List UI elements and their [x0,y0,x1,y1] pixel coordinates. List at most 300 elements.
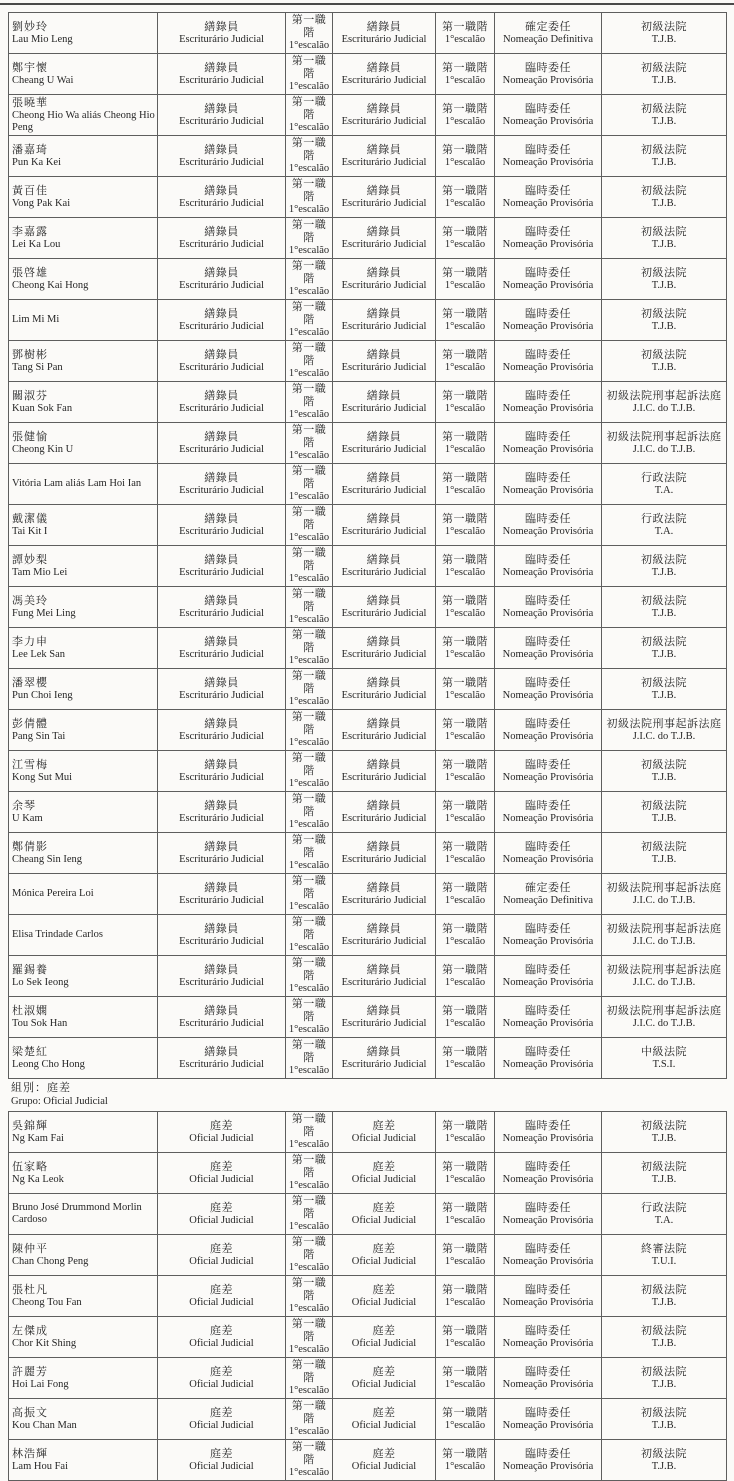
text-pt: 1°escalão [288,655,330,666]
text-zh: 第一職階 [442,348,488,361]
text-pt: Escriturário Judicial [341,689,427,701]
text-zh: 確定委任 [525,20,571,33]
text-pt: 1°escalão [444,812,486,824]
text-zh: 繕錄員 [204,553,239,566]
new-post-cell [333,587,436,628]
table-row [9,54,727,95]
text-zh: 第一職階 [442,881,488,894]
text-zh: 繕錄員 [366,471,402,484]
text-zh: 繕錄員 [366,266,402,279]
text-pt: T.J.B. [651,1132,677,1144]
appointment-type-cell [495,13,602,54]
text-zh: 臨時委任 [525,430,571,443]
text-pt: T.J.B. [651,33,677,45]
current-grade-cell [286,341,333,382]
table-row [9,95,727,136]
text-pt: Nomeação Provisória [502,1378,594,1390]
text-pt: T.J.B. [651,1460,677,1472]
current-grade-cell [286,546,333,587]
text-pt: T.J.B. [651,566,677,578]
text-zh: 臨時委任 [525,184,571,197]
text-zh: 張健愉 [12,430,48,443]
text-zh: 臨時委任 [525,1201,571,1214]
text-zh: 鄭宇懷 [12,61,48,74]
current-grade-cell [286,218,333,259]
text-zh: 李力申 [12,635,48,648]
text-zh: 初級法院 [641,1406,687,1419]
text-zh: 初級法院 [641,1283,687,1296]
appointment-type-cell [495,423,602,464]
current-grade-cell [286,464,333,505]
text-pt: Escriturário Judicial [341,525,427,537]
text-pt: 1°escalão [288,163,330,174]
text-pt: Nomeação Provisória [502,812,594,824]
text-zh: 第一職階 [442,266,488,279]
text-pt: Nomeação Provisória [502,1460,594,1472]
new-post-cell [333,833,436,874]
text-pt: Oficial Judicial [351,1378,417,1390]
text-zh: 第一職階 [291,711,327,736]
text-zh: 繕錄員 [366,1004,402,1017]
text-pt: T.J.B. [651,689,677,701]
text-zh: 臨時委任 [525,102,571,115]
court-cell [602,710,727,751]
text-pt: Oficial Judicial [351,1296,417,1308]
text-pt: Nomeação Provisória [502,1214,594,1226]
text-pt: Bruno José Drummond Morlin Cardoso [12,1202,142,1225]
text-pt: Cheong Tou Fan [12,1296,82,1308]
text-pt: Escriturário Judicial [179,607,264,619]
table-row [9,792,727,833]
text-pt: J.I.C. do T.J.B. [632,1017,696,1029]
text-zh: 臨時委任 [525,717,571,730]
text-pt: T.J.B. [651,771,677,783]
text-zh: 初級法院 [641,307,687,320]
text-pt: Nomeação Provisória [502,607,594,619]
current-grade-cell [286,1038,333,1079]
new-post-cell [333,218,436,259]
text-pt: Oficial Judicial [351,1419,417,1431]
text-zh: 庭差 [372,1324,396,1337]
text-zh: 李嘉露 [12,225,48,238]
text-pt: Oficial Judicial [189,1132,254,1144]
text-zh: 第一職階 [442,1201,488,1214]
court-cell [602,1194,727,1235]
new-post-cell [333,464,436,505]
text-pt: T.J.B. [651,853,677,865]
text-zh: 第一職階 [291,1441,327,1466]
text-pt: Cheong Kin U [12,443,74,455]
text-zh: 杜淑嫻 [12,1004,48,1017]
court-cell [602,423,727,464]
current-post-cell [158,95,286,136]
new-grade-cell [436,341,495,382]
text-pt: Escriturário Judicial [179,894,264,906]
text-zh: 繕錄員 [204,143,239,156]
text-zh: 庭差 [210,1447,233,1460]
text-zh: 江雪梅 [12,758,48,771]
text-pt: T.J.B. [651,197,677,209]
text-pt: Nomeação Provisória [502,74,594,86]
text-pt: 1°escalão [444,1214,486,1226]
text-zh: 繕錄員 [204,594,239,607]
text-pt: 1°escalão [288,696,330,707]
text-pt: 1°escalão [288,737,330,748]
text-zh: 初級法院 [641,348,687,361]
current-grade-cell [286,1112,333,1153]
current-post-cell [158,300,286,341]
current-grade-cell [286,423,333,464]
court-cell [602,956,727,997]
current-grade-cell [286,1153,333,1194]
text-pt: 1°escalão [444,1378,486,1390]
text-zh: 第一職階 [442,1004,488,1017]
name-cell [9,1112,158,1153]
text-zh: 臨時委任 [525,1160,571,1173]
text-zh: 庭差 [372,1365,396,1378]
text-pt: T.U.I. [651,1255,677,1267]
text-zh: 繕錄員 [366,594,402,607]
text-zh: 第一職階 [442,1160,488,1173]
text-zh: 繕錄員 [204,717,239,730]
table-row [9,341,727,382]
text-pt: T.J.B. [651,115,677,127]
text-pt: Nomeação Provisória [502,525,594,537]
current-post-cell [158,1112,286,1153]
text-pt: 1°escalão [288,491,330,502]
appointment-type-cell [495,546,602,587]
text-zh: 初級法院刑事起訴法庭 [606,1004,722,1017]
text-pt: Oficial Judicial [189,1296,254,1308]
text-zh: 繕錄員 [204,758,239,771]
text-pt: Escriturário Judicial [179,812,264,824]
text-zh: 第一職階 [291,547,327,572]
text-pt: Nomeação Provisória [502,1132,594,1144]
text-pt: 1°escalão [444,853,486,865]
new-grade-cell [436,956,495,997]
text-zh: 初級法院刑事起訴法庭 [606,881,722,894]
text-pt: Escriturário Judicial [341,648,427,660]
current-post-cell [158,751,286,792]
text-pt: 1°escalão [288,450,330,461]
text-pt: Oficial Judicial [351,1337,417,1349]
court-cell [602,341,727,382]
text-pt: T.A. [654,525,674,537]
text-pt: Vitória Lam aliás Lam Hoi Ian [12,478,142,489]
court-cell [602,95,727,136]
text-pt: Nomeação Provisória [502,1058,594,1070]
text-zh: 關淑芬 [12,389,48,402]
text-zh: 第一職階 [442,389,488,402]
text-pt: Lim Mi Mi [12,314,60,325]
text-zh: 初級法院 [641,266,687,279]
text-zh: 庭差 [372,1406,396,1419]
appointment-type-cell [495,956,602,997]
text-pt: Oficial Judicial [189,1378,254,1390]
court-cell [602,915,727,956]
text-zh: 繕錄員 [204,471,239,484]
text-zh: 庭差 [372,1447,396,1460]
new-post-cell [333,259,436,300]
text-pt: J.I.C. do T.J.B. [632,730,696,742]
table-row [9,1276,727,1317]
table-row [9,218,727,259]
text-zh: 第一職階 [291,383,327,408]
text-pt: Escriturário Judicial [179,689,264,701]
text-pt: Nomeação Provisória [502,935,594,947]
text-pt: 1°escalão [444,402,486,414]
text-zh: 第一職階 [442,184,488,197]
court-cell [602,1153,727,1194]
current-grade-cell [286,95,333,136]
text-pt: 1°escalão [444,197,486,209]
appointment-type-cell [495,1112,602,1153]
text-pt: J.I.C. do T.J.B. [632,443,696,455]
text-zh: 初級法院 [641,594,687,607]
text-pt: T.J.B. [651,1419,677,1431]
text-pt: 1°escalão [444,1255,486,1267]
current-post-cell [158,956,286,997]
new-grade-cell [436,1112,495,1153]
text-zh: 第一職階 [291,793,327,818]
text-pt: 1°escalão [288,327,330,338]
text-pt: 1°escalão [444,238,486,250]
text-zh: 初級法院 [641,1324,687,1337]
text-pt: Escriturário Judicial [341,115,427,127]
new-post-cell [333,13,436,54]
new-grade-cell [436,1235,495,1276]
text-pt: T.J.B. [651,1337,677,1349]
new-post-cell [333,1038,436,1079]
text-pt: T.J.B. [651,812,677,824]
text-zh: 初級法院 [641,102,687,115]
text-pt: Nomeação Provisória [502,689,594,701]
text-zh: 第一職階 [291,1359,327,1384]
text-pt: Escriturário Judicial [179,74,264,86]
text-pt: Lei Ka Lou [12,238,61,250]
text-pt: Escriturário Judicial [341,853,427,865]
current-grade-cell [286,915,333,956]
text-pt: 1°escalão [444,443,486,455]
text-zh: 繕錄員 [204,676,239,689]
text-pt: Escriturário Judicial [341,894,427,906]
new-post-cell [333,1112,436,1153]
text-zh: 庭差 [210,1283,233,1296]
text-zh: 中級法院 [641,1045,687,1058]
name-cell [9,218,158,259]
appointment-type-cell [495,54,602,95]
text-pt: Leong Cho Hong [12,1058,85,1070]
text-pt: Kong Sut Mui [12,771,73,783]
court-cell [602,177,727,218]
text-zh: 張曉華 [12,96,48,109]
text-pt: 1°escalão [288,1385,330,1396]
text-zh: 臨時委任 [525,1406,571,1419]
text-pt: Tai Kit I [12,525,48,537]
name-cell [9,1276,158,1317]
text-zh: 繕錄員 [204,184,239,197]
court-cell [602,505,727,546]
text-zh: 臨時委任 [525,594,571,607]
text-pt: Nomeação Provisória [502,1173,594,1185]
text-pt: Escriturário Judicial [179,484,264,496]
text-zh: 繕錄員 [366,512,402,525]
text-zh: 繕錄員 [204,430,239,443]
table-row [9,300,727,341]
text-zh: 行政法院 [641,512,687,525]
text-zh: 繕錄員 [366,963,402,976]
text-pt: Nomeação Provisória [502,853,594,865]
name-cell [9,546,158,587]
text-pt: Escriturário Judicial [341,443,427,455]
new-grade-cell [436,874,495,915]
text-pt: 1°escalão [444,1460,486,1472]
new-post-cell [333,505,436,546]
new-grade-cell [436,710,495,751]
text-pt: Escriturário Judicial [179,361,264,373]
current-post-cell [158,915,286,956]
table-row [9,833,727,874]
new-grade-cell [436,423,495,464]
appointment-type-cell [495,628,602,669]
table-row [9,710,727,751]
text-zh: 鄧樹彬 [12,348,48,361]
court-cell [602,1112,727,1153]
current-post-cell [158,1317,286,1358]
text-zh: 第一職階 [291,137,327,162]
text-zh: 繕錄員 [366,758,402,771]
name-cell [9,997,158,1038]
appointment-type-cell [495,136,602,177]
text-pt: Cheang U Wai [12,74,74,86]
name-cell [9,177,158,218]
text-zh: 第一職階 [442,1283,488,1296]
text-pt: Escriturário Judicial [341,1017,427,1029]
table-row [9,505,727,546]
text-zh: 第一職階 [291,834,327,859]
name-cell [9,1440,158,1481]
text-pt: 1°escalão [288,1426,330,1437]
text-pt: Chan Chong Peng [12,1255,89,1267]
text-zh: 繕錄員 [204,881,239,894]
current-post-cell [158,587,286,628]
text-zh: 第一職階 [442,1447,488,1460]
name-cell [9,54,158,95]
new-grade-cell [436,628,495,669]
text-zh: 第一職階 [442,1242,488,1255]
name-cell [9,1358,158,1399]
new-post-cell [333,1235,436,1276]
text-pt: J.I.C. do T.J.B. [632,894,696,906]
table-row [9,1440,727,1481]
text-zh: 許麗芳 [12,1365,48,1378]
text-zh: 第一職階 [291,875,327,900]
table-row [9,915,727,956]
text-zh: 初級法院刑事起訴法庭 [606,389,722,402]
text-pt: Nomeação Provisória [502,238,594,250]
current-grade-cell [286,587,333,628]
text-zh: 鄭倩影 [12,840,48,853]
new-post-cell [333,95,436,136]
current-post-cell [158,423,286,464]
appointment-type-cell [495,751,602,792]
text-pt: Nomeação Provisória [502,771,594,783]
text-zh: 繕錄員 [366,676,402,689]
text-pt: 1°escalão [288,614,330,625]
text-zh: 第一職階 [291,1154,327,1179]
text-zh: 第一職階 [291,998,327,1023]
text-pt: 1°escalão [288,1262,330,1273]
name-cell [9,710,158,751]
current-grade-cell [286,956,333,997]
text-zh: 確定委任 [525,881,571,894]
text-pt: 1°escalão [288,860,330,871]
current-grade-cell [286,1235,333,1276]
current-grade-cell [286,136,333,177]
new-post-cell [333,669,436,710]
text-zh: 庭差 [210,1406,233,1419]
appointment-type-cell [495,1276,602,1317]
current-post-cell [158,792,286,833]
current-grade-cell [286,669,333,710]
text-pt: Nomeação Provisória [502,115,594,127]
current-grade-cell [286,1358,333,1399]
text-pt: Nomeação Provisória [502,1419,594,1431]
text-pt: T.J.B. [651,74,677,86]
text-zh: 初級法院 [641,143,687,156]
text-pt: 1°escalão [444,1419,486,1431]
text-zh: 臨時委任 [525,963,571,976]
table-row [9,669,727,710]
text-zh: 馮美玲 [12,594,48,607]
court-cell [602,997,727,1038]
name-cell [9,956,158,997]
appointment-type-cell [495,1440,602,1481]
text-pt: 1°escalão [444,320,486,332]
text-zh: 黃百佳 [12,184,48,197]
text-zh: 陳仲平 [12,1242,48,1255]
table-row [9,423,727,464]
name-cell [9,423,158,464]
new-grade-cell [436,1194,495,1235]
name-cell [9,587,158,628]
text-zh: 彭倩體 [12,717,48,730]
text-pt: 1°escalão [444,484,486,496]
text-pt: Kuan Sok Fan [12,402,73,414]
text-pt: 1°escalão [288,573,330,584]
text-zh: 臨時委任 [525,1447,571,1460]
text-pt: 1°escalão [288,1024,330,1035]
text-zh: 第一職階 [291,465,327,490]
text-pt: Oficial Judicial [189,1460,254,1472]
text-zh: 臨時委任 [525,1365,571,1378]
new-post-cell [333,628,436,669]
text-zh: 繕錄員 [366,102,402,115]
text-zh: 繕錄員 [366,881,402,894]
text-pt: Escriturário Judicial [179,115,264,127]
text-zh: 終審法院 [641,1242,687,1255]
text-pt: Escriturário Judicial [341,484,427,496]
text-zh: 第一職階 [442,1119,488,1132]
text-pt: 1°escalão [288,1467,330,1478]
text-zh: 繕錄員 [204,922,239,935]
appointment-type-cell [495,792,602,833]
text-pt: Nomeação Provisória [502,443,594,455]
current-post-cell [158,997,286,1038]
court-cell [602,382,727,423]
name-cell [9,464,158,505]
text-pt: 1°escalão [444,1173,486,1185]
